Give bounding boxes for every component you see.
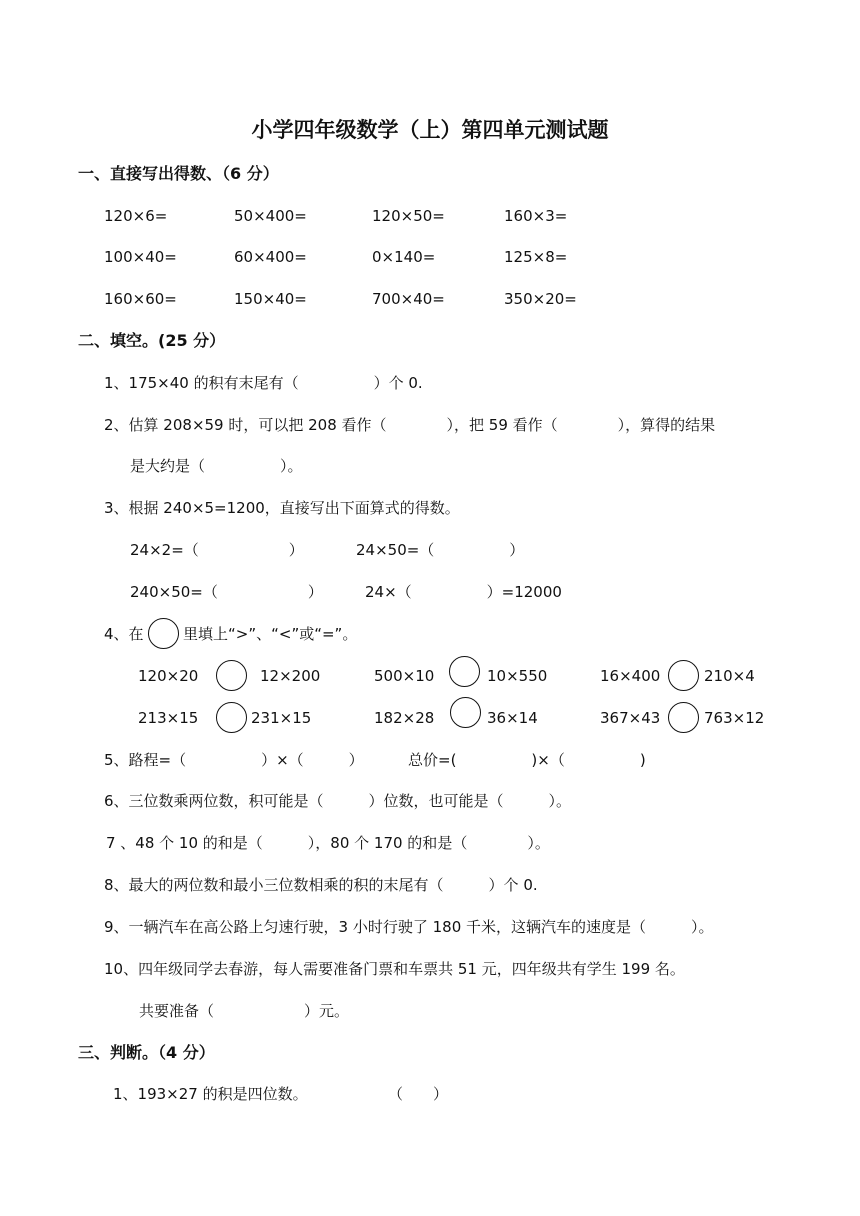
question-7: 7 、48 个 10 的和是（ ），80 个 170 的和是（ ）。 — [106, 834, 550, 852]
problem: 50×400= — [234, 207, 307, 225]
question-10: 10、四年级同学去春游，每人需要准备门票和车票共 51 元，四年级共有学生 199 名。 — [104, 960, 685, 978]
problem: 700×40= — [372, 290, 445, 308]
question-5a: 5、路程=（ ）×（ ） — [104, 751, 364, 769]
compare-expression: 120×20 — [138, 667, 199, 685]
compare-expression: 500×10 — [374, 667, 435, 685]
compare-circle-icon[interactable] — [450, 697, 481, 728]
question-10-cont: 共要准备（ ）元。 — [139, 1002, 350, 1020]
question-4-suffix: 里填上“>”、“<”或“=”。 — [183, 625, 358, 643]
problem: 150×40= — [234, 290, 307, 308]
compare-expression: 213×15 — [138, 709, 199, 727]
problem: 350×20= — [504, 290, 577, 308]
question-5b: 总价=( )×（ ) — [408, 751, 646, 769]
compare-expression: 231×15 — [251, 709, 312, 727]
problem: 100×40= — [104, 248, 177, 266]
section-3-heading: 三、判断。（4 分） — [78, 1043, 215, 1062]
compare-expression: 182×28 — [374, 709, 435, 727]
question-3-item: 24×（ ）=12000 — [365, 583, 562, 601]
judgement-1: 1、193×27 的积是四位数。 — [113, 1085, 308, 1103]
problem: 160×60= — [104, 290, 177, 308]
compare-circle-icon[interactable] — [668, 702, 699, 733]
compare-expression: 16×400 — [600, 667, 661, 685]
problem: 120×6= — [104, 207, 168, 225]
compare-circle-icon — [148, 618, 179, 649]
section-2-heading: 二、填空。(25 分） — [78, 331, 226, 350]
compare-circle-icon[interactable] — [449, 656, 480, 687]
compare-circle-icon[interactable] — [216, 660, 247, 691]
question-8: 8、最大的两位数和最小三位数相乘的积的末尾有（ ）个 0. — [104, 876, 538, 894]
compare-expression: 763×12 — [704, 709, 765, 727]
question-3-item: 24×2=（ ） — [130, 541, 304, 559]
problem: 60×400= — [234, 248, 307, 266]
problem: 160×3= — [504, 207, 568, 225]
question-3-item: 24×50=（ ） — [356, 541, 525, 559]
question-4-prefix: 4、在 — [104, 625, 144, 643]
judgement-1-blank: （ ） — [388, 1085, 449, 1103]
question-2: 2、估算 208×59 时，可以把 208 看作（ ），把 59 看作（ ），算得的结果 — [104, 416, 716, 434]
question-2-cont: 是大约是（ ）。 — [130, 457, 303, 475]
problem: 120×50= — [372, 207, 445, 225]
problem: 125×8= — [504, 248, 568, 266]
question-3-item: 240×50=（ ） — [130, 583, 323, 601]
compare-expression: 367×43 — [600, 709, 661, 727]
compare-expression: 210×4 — [704, 667, 755, 685]
compare-expression: 36×14 — [487, 709, 538, 727]
compare-expression: 10×550 — [487, 667, 548, 685]
question-3: 3、根据 240×5=1200，直接写出下面算式的得数。 — [104, 499, 460, 517]
compare-circle-icon[interactable] — [668, 660, 699, 691]
section-1-heading: 一、直接写出得数、（6 分） — [78, 164, 279, 183]
question-6: 6、三位数乘两位数，积可能是（ ）位数，也可能是（ ）。 — [104, 792, 572, 810]
compare-expression: 12×200 — [260, 667, 321, 685]
problem: 0×140= — [372, 248, 436, 266]
question-1: 1、175×40 的积有末尾有（ ）个 0. — [104, 374, 423, 392]
page-title: 小学四年级数学（上）第四单元测试题 — [251, 118, 609, 142]
compare-circle-icon[interactable] — [216, 702, 247, 733]
question-9: 9、一辆汽车在高公路上匀速行驶，3 小时行驶了 180 千米，这辆汽车的速度是（ ）。 — [104, 918, 714, 936]
